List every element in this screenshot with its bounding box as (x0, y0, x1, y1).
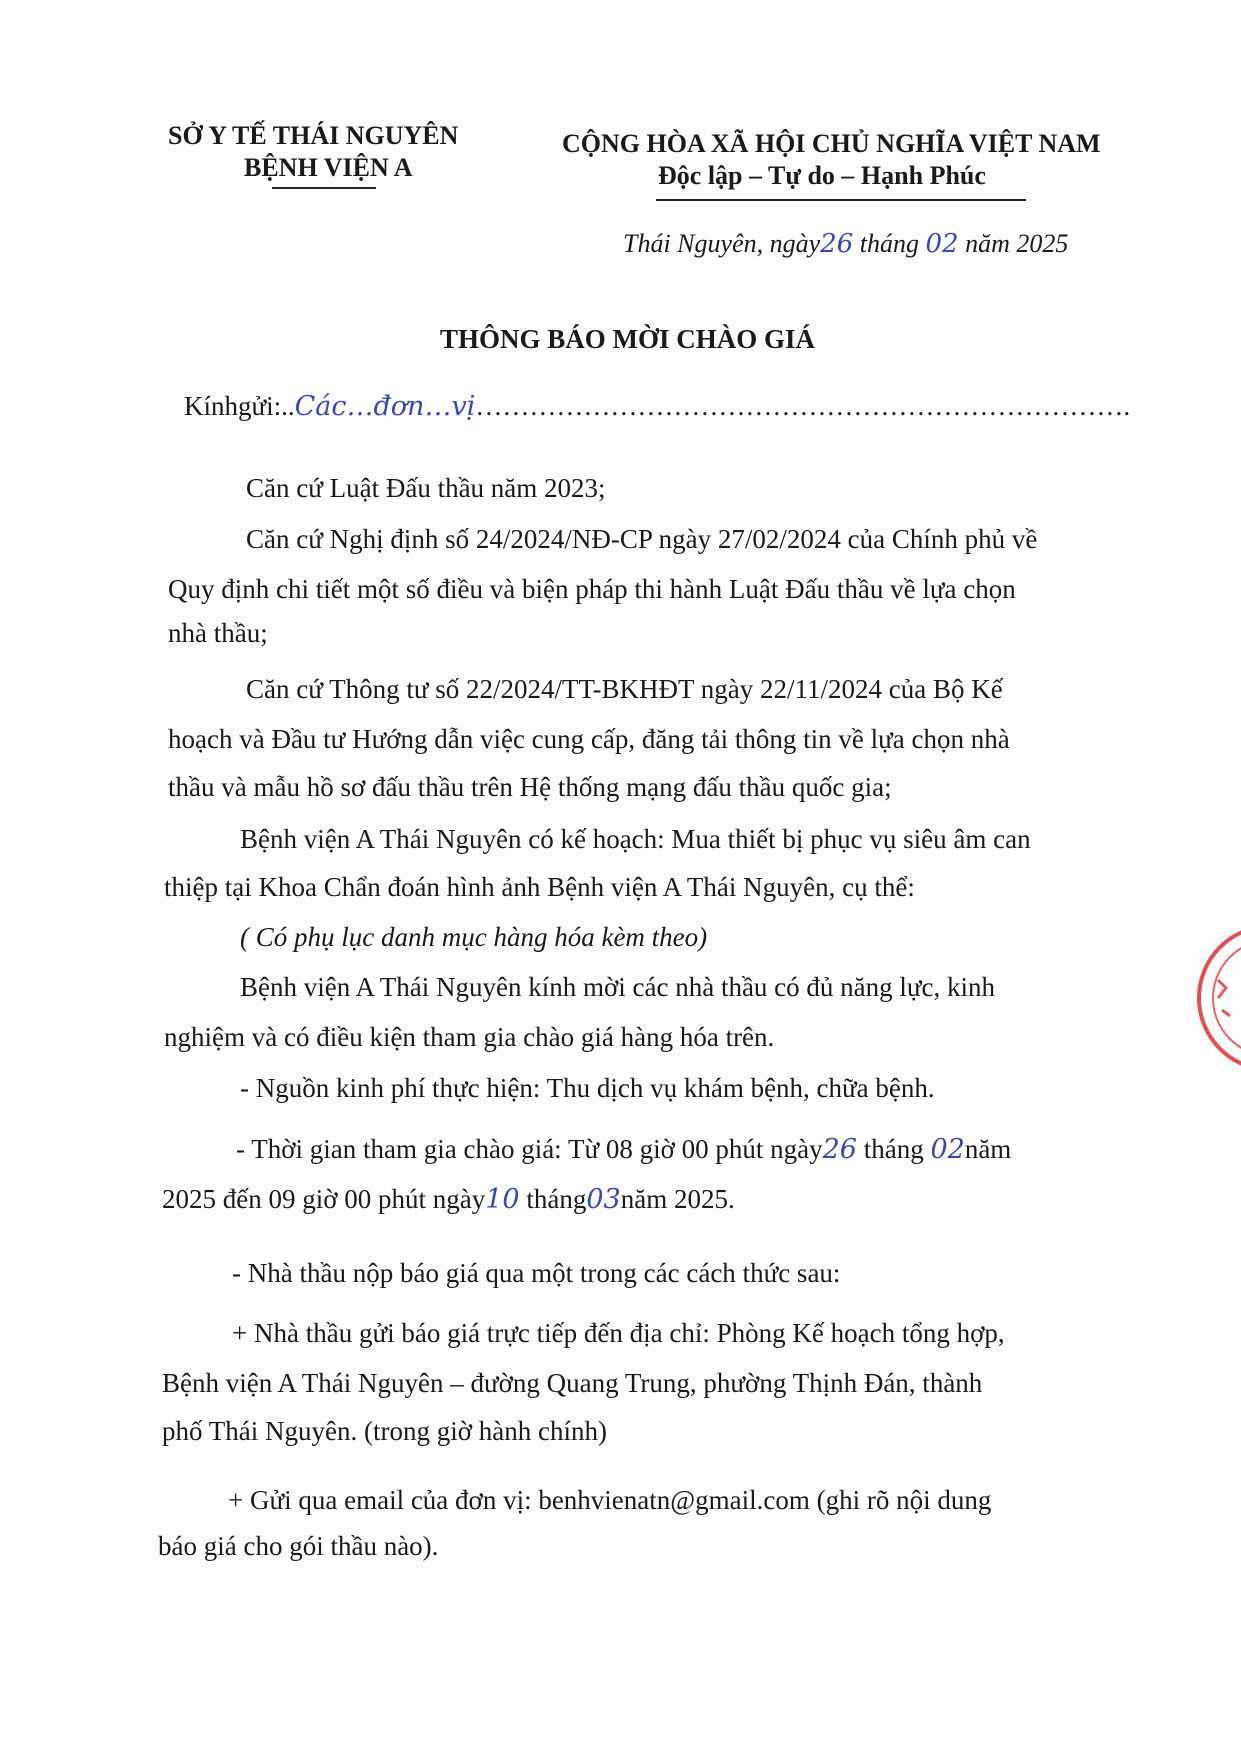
paragraph-law: Căn cứ Luật Đấu thầu năm 2023; (246, 473, 606, 503)
paragraph-appendix-note: ( Có phụ lục danh mục hàng hóa kèm theo) (240, 922, 708, 952)
date-prefix: Thái Nguyên, ngày (623, 229, 821, 258)
paragraph-email-line2: báo giá cho gói thầu nào). (158, 1531, 439, 1561)
handwritten-end-day: 10 (485, 1184, 520, 1215)
agency-name: SỞ Y TẾ THÁI NGUYÊN (168, 121, 459, 150)
timeframe-text-c: năm (964, 1134, 1012, 1164)
date-year: năm 2025 (965, 229, 1069, 258)
timeframe-text-e: tháng (526, 1184, 587, 1214)
handwritten-start-day: 26 (822, 1134, 857, 1165)
paragraph-circular-line1: Căn cứ Thông tư số 22/2024/TT-BKHĐT ngày 22/11/2024 của Bộ Kế (246, 674, 1003, 704)
national-motto: Độc lập – Tự do – Hạnh Phúc (658, 161, 986, 190)
paragraph-funding: - Nguồn kinh phí thực hiện: Thu dịch vụ khám bệnh, chữa bệnh. (240, 1073, 935, 1103)
document-title: THÔNG BÁO MỜI CHÀO GIÁ (440, 324, 816, 354)
paragraph-timeframe-line1 (236, 1132, 1011, 1167)
date-line (623, 228, 1068, 260)
timeframe-text-d: 2025 đến 09 giờ 00 phút ngày (162, 1184, 486, 1214)
paragraph-invitation-line1: Bệnh viện A Thái Nguyên kính mời các nhà thầu có đủ năng lực, kinh (240, 972, 996, 1002)
hospital-name: BỆNH VIỆN A (244, 153, 413, 182)
timeframe-text-f: năm 2025. (620, 1184, 735, 1214)
decree-line1-text: Căn cứ Nghị định số 24/2024/NĐ-CP ngày 27/02/2024 của Chính phủ về (246, 524, 1038, 554)
paragraph-plan-line2: thiệp tại Khoa Chẩn đoán hình ảnh Bệnh viện A Thái Nguyên, cụ thể: (164, 872, 915, 902)
timeframe-text-a: - Thời gian tham gia chào giá: Từ 08 giờ 00 phút ngày (236, 1134, 823, 1164)
handwritten-day: 26 (820, 229, 854, 259)
handwritten-month: 02 (925, 229, 959, 259)
official-stamp (1196, 918, 1241, 1078)
recipient-dots: ………………………………………………………………. (475, 391, 1131, 421)
timeframe-text-b: tháng (863, 1134, 924, 1164)
paragraph-decree-line1 (246, 522, 1104, 556)
paragraph-circular-line3: thầu và mẫu hồ sơ đấu thầu trên Hệ thống mạng đấu thầu quốc gia; (168, 772, 892, 802)
paragraph-submission-methods: - Nhà thầu nộp báo giá qua một trong các cách thức sau: (232, 1258, 841, 1288)
recipient-label: Kínhgửi:.. (184, 391, 295, 421)
paragraph-decree-line3: nhà thầu; (168, 618, 268, 648)
handwritten-start-month: 02 (930, 1134, 965, 1165)
header-right-underline (656, 199, 1026, 201)
paragraph-email-line1: + Gửi qua email của đơn vị: benhvienatn@gmail.com (ghi rõ nội dung (228, 1485, 992, 1515)
handwritten-recipient: Các…đơn…vị (294, 391, 476, 422)
paragraph-circular-line2: hoạch và Đầu tư Hướng dẫn việc cung cấp, đăng tải thông tin về lựa chọn nhà (168, 724, 1010, 754)
paragraph-direct-line3: phố Thái Nguyên. (trong giờ hành chính) (162, 1416, 607, 1446)
paragraph-invitation-line2: nghiệm và có điều kiện tham gia chào giá hàng hóa trên. (164, 1022, 775, 1052)
date-month-label: tháng (859, 229, 919, 258)
handwritten-end-month: 03 (586, 1184, 621, 1215)
national-title: CỘNG HÒA XÃ HỘI CHỦ NGHĨA VIỆT NAM (562, 129, 1101, 158)
paragraph-direct-line1: + Nhà thầu gửi báo giá trực tiếp đến địa chỉ: Phòng Kế hoạch tổng hợp, (232, 1318, 1005, 1348)
paragraph-direct-line2: Bệnh viện A Thái Nguyên – đường Quang Trung, phường Thịnh Đán, thành (162, 1368, 983, 1398)
recipient-line (184, 389, 1130, 424)
paragraph-timeframe-line2 (162, 1182, 735, 1217)
paragraph-plan-line1: Bệnh viện A Thái Nguyên có kế hoạch: Mua thiết bị phục vụ siêu âm can (240, 824, 1031, 854)
paragraph-decree-line2: Quy định chi tiết một số điều và biện pháp thi hành Luật Đấu thầu về lựa chọn (168, 574, 1016, 604)
header-left-underline (272, 187, 376, 189)
